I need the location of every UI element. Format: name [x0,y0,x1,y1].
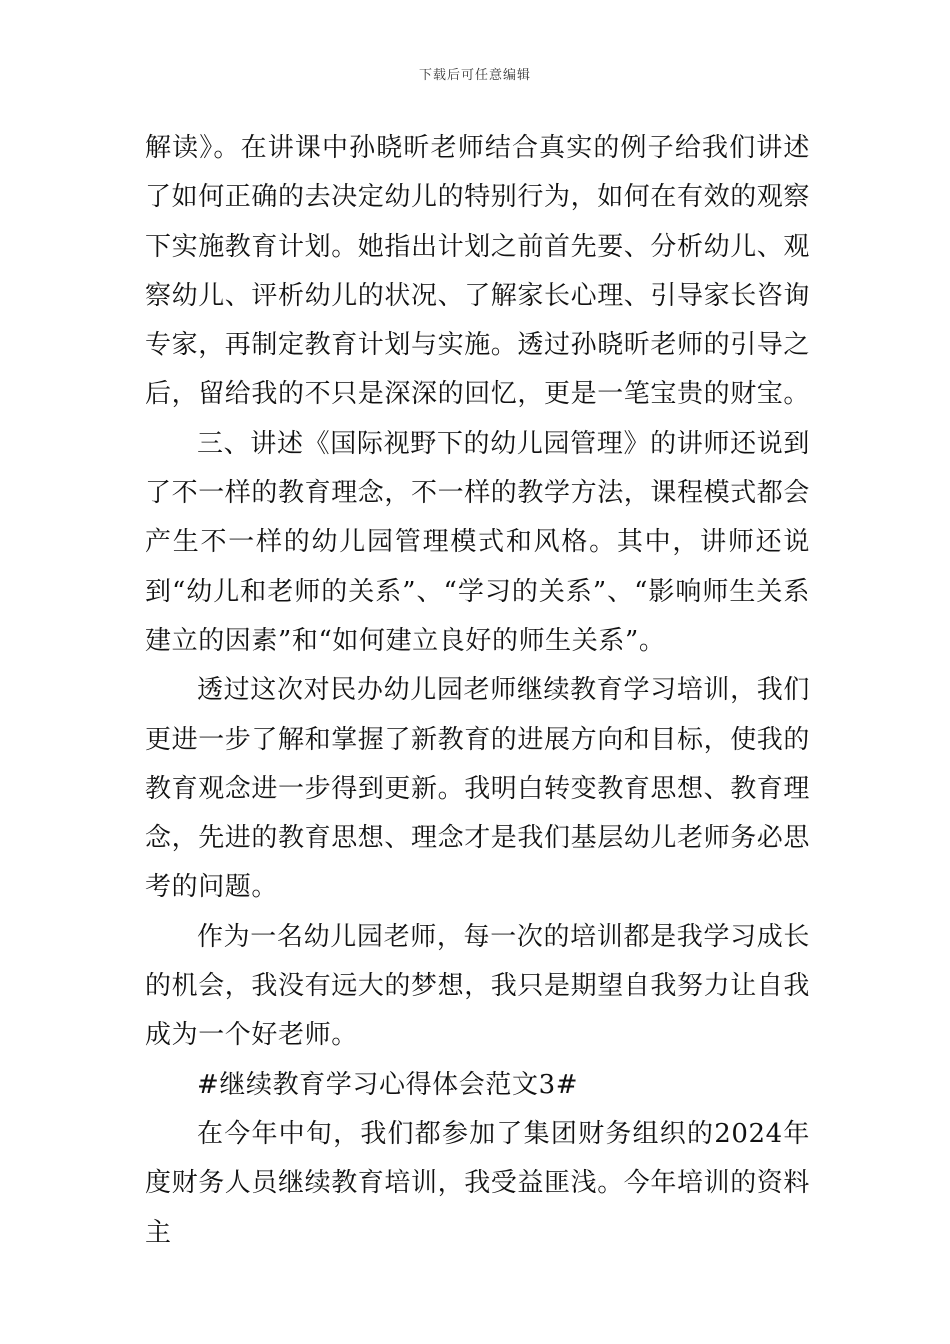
paragraph-3: 透过这次对民办幼儿园老师继续教育学习培训，我们更进一步了解和掌握了新教育的进展方向和目标，使我的教育观念进一步得到更新。我明白转变教育思想、教育理念，先进的教育思想、理念才是我们基层幼儿老师务必思考的问题。 [145,675,811,903]
paragraph-5: 在今年中旬，我们都参加了集团财务组织的2024年度财务人员继续教育培训，我受益匪浅。今年培训的资料主 [145,1118,811,1248]
paragraph-4: 作为一名幼儿园老师，每一次的培训都是我学习成长的机会，我没有远大的梦想，我只是期望自我努力让自我成为一个好老师。 [145,921,811,1051]
page-header: 下载后可任意编辑 [418,68,531,83]
paragraph-2: 三、讲述《国际视野下的幼儿园管理》的讲师还说到了不一样的教育理念，不一样的教学方法，课程模式都会产生不一样的幼儿园管理模式和风格。其中，讲师还说到“幼儿和老师的关系”、“学习的关系”、“影响师生关系建立的因素”和“如何建立良好的师生关系”。 [145,428,811,656]
document-body [145,124,810,1258]
paragraph-1: 解读》。在讲课中孙晓昕老师结合真实的例子给我们讲述了如何正确的去决定幼儿的特别行为，如何在有效的观察下实施教育计划。她指出计划之前首先要、分析幼儿、观察幼儿、评析幼儿的状况、了解家长心理、引导家长咨询专家，再制定教育计划与实施。透过孙晓昕老师的引导之后，留给我的不只是深深的回忆，更是一笔宝贵的财宝。 [145,133,811,410]
section-heading: #继续教育学习心得体会范文3# [197,1069,579,1100]
